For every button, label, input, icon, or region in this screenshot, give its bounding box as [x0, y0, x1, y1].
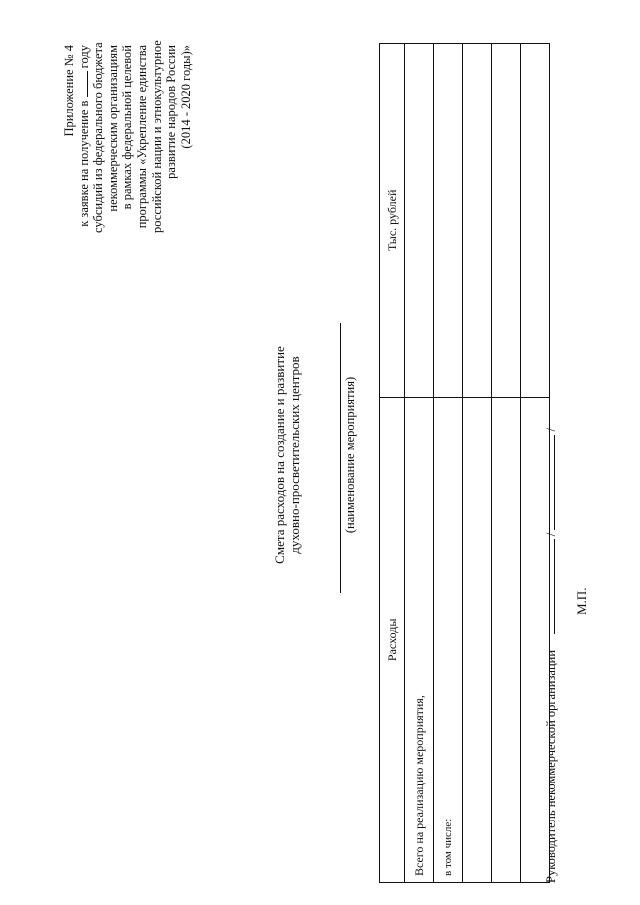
- appendix-request-text: к заявке на получение в: [76, 100, 91, 227]
- table-row: [463, 44, 492, 883]
- year-blank: [77, 71, 88, 97]
- expense-cell: [492, 397, 521, 882]
- appendix-line-8: развитие народов России: [164, 45, 179, 179]
- signature-label: Руководитель некоммерческой организации: [544, 649, 558, 883]
- stamp-placeholder: М.П.: [574, 587, 589, 615]
- amount-cell: [434, 44, 463, 398]
- appendix-year-text: году: [76, 45, 91, 69]
- expense-table: [379, 43, 550, 883]
- amount-cell: [492, 44, 521, 398]
- expense-cell: в том числе:: [434, 397, 463, 882]
- title-line-1: Смета расходов на создание и развитие: [272, 346, 287, 564]
- amount-cell: [405, 44, 434, 398]
- event-name-caption: (наименование мероприятия): [343, 376, 357, 534]
- header-expenses: Расходы: [380, 397, 405, 882]
- signature-line: [542, 539, 555, 634]
- name-line: [542, 435, 555, 530]
- appendix-line-5: в рамках федеральной целевой: [120, 45, 135, 210]
- expense-cell: Всего на реализацию мероприятия,: [405, 397, 434, 882]
- appendix-line-6: программы «Укрепление единства: [134, 45, 149, 229]
- appendix-line-3: субсидий из федерального бюджета: [91, 42, 106, 233]
- title-line-2: духовно-просветительских центров: [287, 356, 302, 554]
- signature-block: [542, 323, 559, 883]
- signature-separator-end: /: [544, 428, 558, 432]
- table-row: [492, 44, 521, 883]
- appendix-line-4: некоммерческим организациям: [105, 45, 120, 212]
- appendix-header: [62, 40, 193, 233]
- expense-cell: [463, 397, 492, 882]
- event-name-line: [340, 323, 341, 593]
- appendix-number: Приложение № 4: [62, 45, 76, 137]
- appendix-line-9: (2014 - 2020 годы)»: [178, 45, 193, 149]
- table-row: [434, 44, 463, 883]
- appendix-line-7: российской нации и этнокультурное: [149, 40, 164, 233]
- document-title: [272, 295, 302, 615]
- header-amount: Тыс. рублей: [380, 44, 405, 398]
- table-row: [405, 44, 434, 883]
- amount-cell: [463, 44, 492, 398]
- signature-separator: /: [544, 532, 558, 537]
- table-header-row: [380, 44, 405, 883]
- appendix-line-2: [77, 45, 92, 233]
